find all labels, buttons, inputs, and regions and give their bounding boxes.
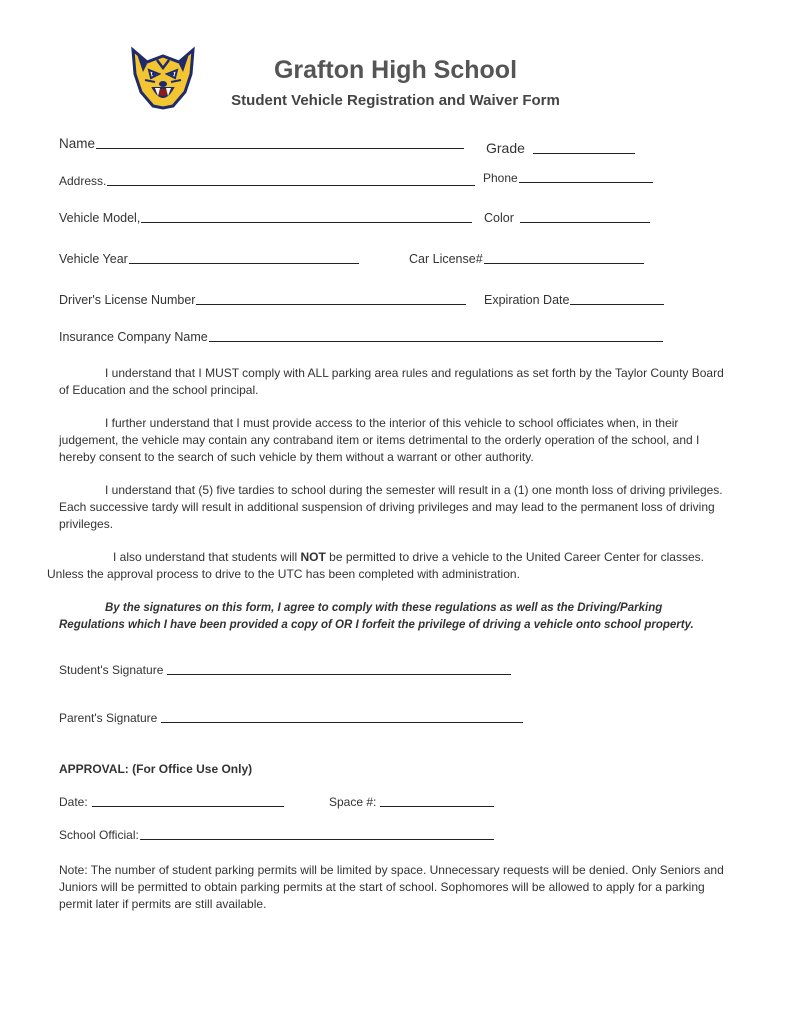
school-official-field[interactable]	[59, 828, 494, 842]
approval-heading: APPROVAL: (For Office Use Only)	[59, 762, 253, 776]
student-signature-line[interactable]	[167, 673, 511, 675]
student-signature-field[interactable]	[59, 663, 511, 677]
phone-field[interactable]	[483, 171, 653, 185]
school-official-line[interactable]	[140, 838, 494, 840]
note-paragraph: Note: The number of student parking permits will be limited by space. Unnecessary requests will be denied. Only Seniors and Juniors will be permitted to obtain parking permits at the start of school. Sophomores will be allowed to apply for a parking permit later if permits are still available.	[59, 863, 724, 911]
school-name: Grafton High School	[273, 56, 518, 84]
student-signature-label: Student's Signature	[59, 663, 164, 677]
color-line[interactable]	[520, 221, 650, 223]
paragraph-career-center-not: NOT	[300, 550, 326, 564]
vehicle-model-field[interactable]	[59, 211, 472, 225]
space-field[interactable]	[329, 795, 494, 809]
date-label: Date:	[59, 795, 88, 809]
drivers-license-label: Driver's License Number	[59, 293, 196, 307]
insurance-label: Insurance Company Name	[59, 330, 208, 344]
vehicle-model-label: Vehicle Model,	[59, 211, 141, 225]
paragraph-career-center-pre: I also understand that students will	[113, 550, 298, 564]
name-field[interactable]	[59, 136, 464, 151]
vehicle-year-field[interactable]	[59, 252, 359, 266]
color-field[interactable]	[484, 211, 650, 225]
car-license-line[interactable]	[484, 262, 644, 264]
space-label: Space #:	[329, 795, 377, 809]
vehicle-year-line[interactable]	[129, 262, 359, 264]
paragraph-parking-rules-text: I understand that I MUST comply with ALL parking area rules and regulations as set forth by the Taylor County Board of Education and the school principal.	[59, 366, 724, 397]
paragraph-search-consent	[59, 415, 727, 466]
insurance-field[interactable]	[59, 330, 663, 344]
date-line[interactable]	[92, 805, 284, 807]
expiration-date-line[interactable]	[570, 303, 664, 305]
car-license-label: Car License#	[409, 252, 483, 266]
paragraph-tardies	[59, 482, 727, 533]
insurance-line[interactable]	[209, 340, 663, 342]
parent-signature-line[interactable]	[161, 721, 523, 723]
vehicle-model-line[interactable]	[141, 221, 472, 223]
paragraph-agreement	[59, 600, 727, 634]
grade-line[interactable]	[533, 152, 635, 154]
paragraph-parking-rules	[59, 365, 727, 399]
grade-field[interactable]	[486, 140, 635, 156]
phone-label: Phone	[483, 171, 518, 185]
color-label: Color	[484, 211, 514, 225]
drivers-license-line[interactable]	[196, 303, 466, 305]
paragraph-tardies-text: I understand that (5) five tardies to school during the semester will result in a (1) one month loss of driving privileges. Each successive tardy will result in additional suspension of driving privileges and may lead to the permanent loss of driving privileges.	[59, 483, 723, 531]
paragraph-agreement-text: By the signatures on this form, I agree to comply with these regulations as well as the Driving/Parking Regulations which I have been provided a copy of OR I forfeit the privilege of driving a vehicle onto school property.	[59, 602, 694, 631]
paragraph-search-consent-text: I further understand that I must provide access to the interior of this vehicle to school officiates when, in their judgement, the vehicle may contain any contraband item or items detrimental to the orderly operation of the school, and I hereby consent to the search of such vehicle by them without a warrant or other authority.	[59, 416, 700, 464]
paragraph-career-center	[47, 549, 727, 583]
phone-line[interactable]	[519, 181, 653, 183]
address-field[interactable]	[59, 174, 475, 188]
expiration-date-field[interactable]	[484, 293, 664, 307]
car-license-field[interactable]	[409, 252, 644, 266]
expiration-date-label: Expiration Date	[484, 293, 570, 307]
school-official-label: School Official:	[59, 828, 139, 842]
form-title: Student Vehicle Registration and Waiver Form	[231, 92, 560, 109]
address-label: Address.	[59, 174, 107, 188]
name-line[interactable]	[96, 147, 464, 149]
space-line[interactable]	[380, 805, 494, 807]
address-line[interactable]	[107, 184, 475, 186]
parent-signature-label: Parent's Signature	[59, 711, 158, 725]
vehicle-year-label: Vehicle Year	[59, 252, 128, 266]
date-field[interactable]	[59, 795, 284, 809]
grade-label: Grade	[486, 140, 525, 156]
drivers-license-field[interactable]	[59, 293, 466, 307]
parent-signature-field[interactable]	[59, 711, 523, 725]
name-label: Name	[59, 136, 96, 151]
paragraph-career-center-post: be permitted to drive a vehicle to the United Career Center for classes. Unless the approval process to drive to the UTC has been completed with administration.	[47, 550, 704, 581]
